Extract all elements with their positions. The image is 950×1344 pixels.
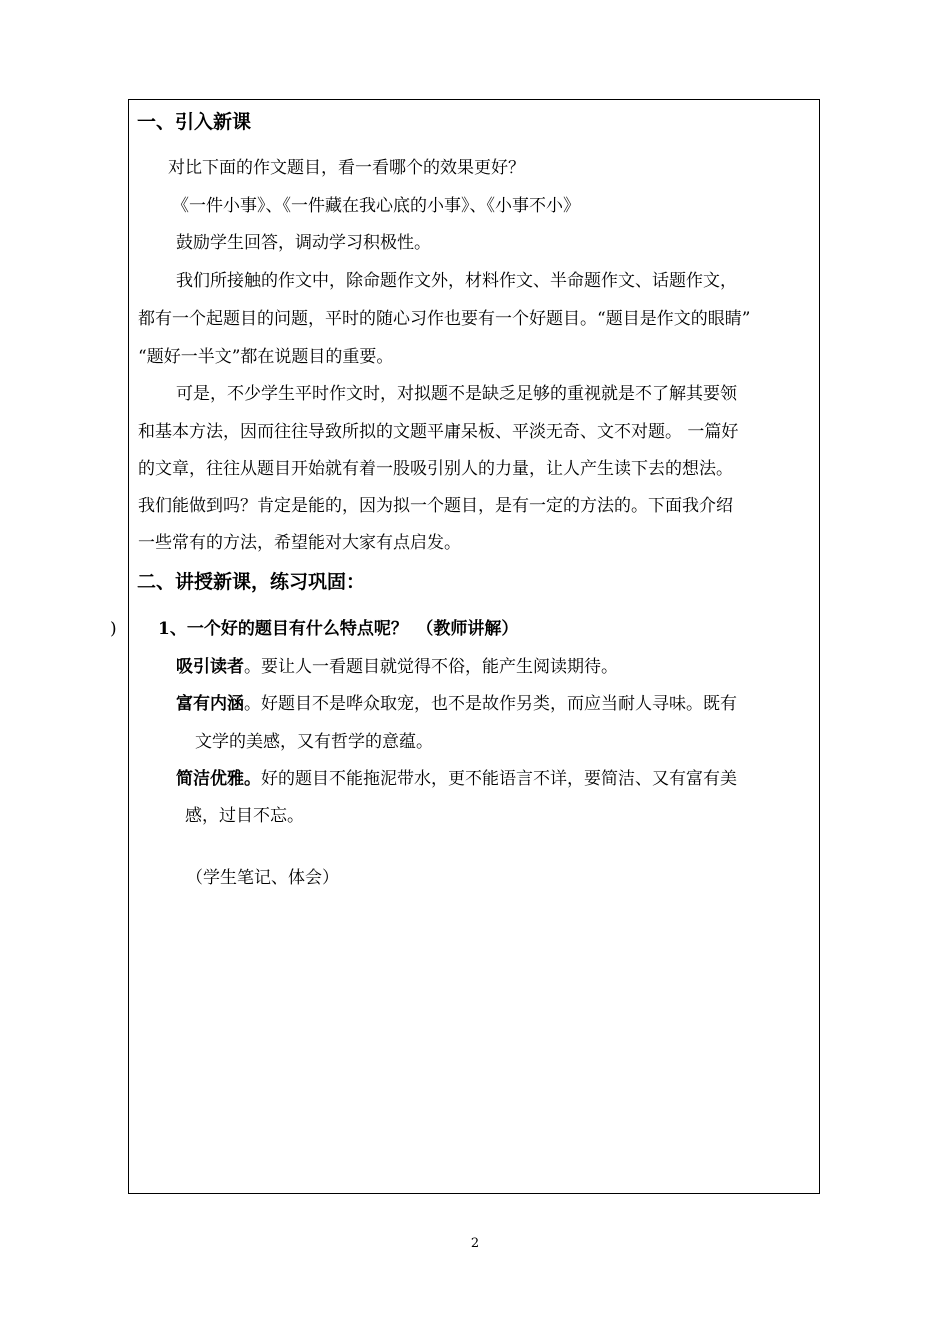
paragraph-line: 我们能做到吗？肯定是能的，因为拟一个题目，是有一定的方法的。下面我介绍 <box>138 496 733 516</box>
point-term: 吸引读者 <box>176 657 244 677</box>
page-number: 2 <box>470 1236 480 1251</box>
section2-heading: 二、讲授新课，练习巩固： <box>137 571 366 593</box>
paragraph-line: 的文章，往往从题目开始就有着一股吸引别人的力量，让人产生读下去的想法。 <box>138 459 733 479</box>
point-continuation: 文学的美感，又有哲学的意蕴。 <box>195 732 433 752</box>
point-term: 富有内涵 <box>176 694 244 714</box>
point-rich-meaning <box>176 692 737 716</box>
point-continuation: 感，过目不忘。 <box>185 806 304 826</box>
paragraph-line: 和基本方法，因而往往导致所拟的文题平庸呆板、平淡无奇、文不对题。 一篇好 <box>138 422 739 442</box>
paragraph-encourage: 鼓励学生回答，调动学习积极性。 <box>176 233 431 253</box>
paragraph-line: 一些常有的方法，希望能对大家有点启发。 <box>138 533 461 553</box>
question-1: 1、一个好的题目有什么特点呢？ （教师讲解） <box>158 619 519 639</box>
point-text: 好的题目不能拖泥带水，更不能语言不详，要简洁、又有富有美 <box>261 769 737 789</box>
point-attract-readers <box>176 655 618 679</box>
margin-mark: ) <box>110 619 117 639</box>
paragraph-compare-titles: 对比下面的作文题目，看一看哪个的效果更好？ <box>168 158 525 178</box>
paragraph-line: 我们所接触的作文中，除命题作文外，材料作文、半命题作文、话题作文， <box>176 271 737 291</box>
lesson-content-box <box>128 99 820 1194</box>
section1-heading: 一、引入新课 <box>137 111 252 133</box>
point-term: 简洁优雅。 <box>176 769 261 789</box>
paragraph-line: 都有一个起题目的问题，平时的随心习作也要有一个好题目。“题目是作文的眼睛” <box>138 309 751 329</box>
point-text: 。好题目不是哗众取宠，也不是故作另类，而应当耐人寻味。既有 <box>244 694 737 714</box>
point-concise-elegant <box>176 767 737 791</box>
paragraph-line: “题好一半文”都在说题目的重要。 <box>138 347 394 367</box>
paragraph-title-examples: 《一件小事》、《一件藏在我心底的小事》、《小事不小》 <box>172 196 580 216</box>
paragraph-line: 可是，不少学生平时作文时，对拟题不是缺乏足够的重视就是不了解其要领 <box>176 384 737 404</box>
student-notes: （学生笔记、体会） <box>186 868 339 888</box>
point-text: 。要让人一看题目就觉得不俗，能产生阅读期待。 <box>244 657 618 677</box>
